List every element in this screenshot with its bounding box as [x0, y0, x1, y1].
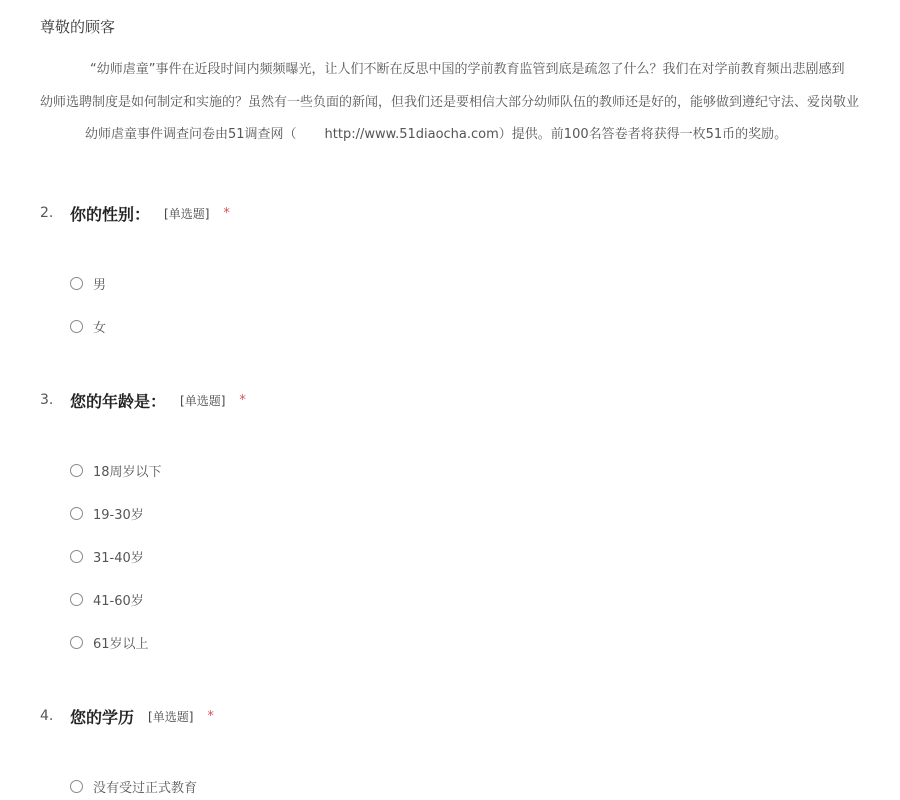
- radio-button[interactable]: [70, 320, 83, 333]
- option-label: 31-40岁: [93, 550, 144, 566]
- option-label: 18周岁以下: [93, 464, 162, 480]
- question-header: [40, 704, 214, 728]
- option-label: 61岁以上: [93, 636, 149, 652]
- question-number: 4.: [40, 708, 54, 724]
- intro-paragraph-3: [85, 123, 900, 142]
- radio-button[interactable]: [70, 550, 83, 563]
- option-age-19-30[interactable]: [70, 503, 144, 523]
- question-type-label: [单选题]: [164, 206, 210, 221]
- question-type-label: [单选题]: [148, 709, 194, 724]
- survey-site-link[interactable]: http://www.51diaocha.com: [324, 127, 499, 142]
- option-female[interactable]: [70, 316, 106, 336]
- question-title: 您的学历: [70, 707, 135, 727]
- question-number: 2.: [40, 205, 54, 221]
- option-label: 女: [93, 320, 107, 336]
- option-label: 19-30岁: [93, 507, 144, 523]
- radio-button[interactable]: [70, 277, 83, 290]
- question-type-label: [单选题]: [180, 393, 226, 408]
- question-header: [40, 388, 246, 412]
- option-male[interactable]: [70, 273, 106, 293]
- required-star: *: [207, 708, 214, 724]
- radio-button[interactable]: [70, 636, 83, 649]
- option-no-formal-education[interactable]: [70, 776, 197, 796]
- option-label: 没有受过正式教育: [93, 780, 198, 796]
- greeting-text: 尊敬的顾客: [40, 18, 116, 36]
- required-star: *: [223, 205, 230, 221]
- option-label: 41-60岁: [93, 593, 144, 609]
- question-title: 您的年龄是：: [70, 391, 167, 411]
- radio-button[interactable]: [70, 593, 83, 606]
- intro-paragraph-2: 幼师选聘制度是如何制定和实施的？虽然有一些负面的新闻，但我们还是要相信大部分幼师队伍的教师还是好的，能够做到遵纪守法、爱岗敬业: [40, 95, 860, 110]
- question-header: [40, 201, 230, 225]
- radio-button[interactable]: [70, 507, 83, 520]
- option-label: 男: [93, 277, 107, 293]
- option-age-41-60[interactable]: [70, 589, 144, 609]
- intro-paragraph-3-prefix: 幼师虐童事件调查问卷由51调查网（: [85, 127, 297, 142]
- option-age-under-18[interactable]: [70, 460, 162, 480]
- intro-paragraph-3-suffix: ）提供。前100名答卷者将获得一枚51币的奖励。: [498, 127, 788, 142]
- question-number: 3.: [40, 392, 54, 408]
- required-star: *: [239, 392, 246, 408]
- radio-button[interactable]: [70, 464, 83, 477]
- option-age-31-40[interactable]: [70, 546, 144, 566]
- radio-button[interactable]: [70, 780, 83, 793]
- intro-paragraph-1: “幼师虐童”事件在近段时间内频频曝光，让人们不断在反思中国的学前教育监管到底是疏忽了什么？我们在对学前教育频出悲剧感到: [90, 62, 845, 77]
- option-age-61-plus[interactable]: [70, 632, 149, 652]
- question-title: 你的性别：: [70, 204, 151, 224]
